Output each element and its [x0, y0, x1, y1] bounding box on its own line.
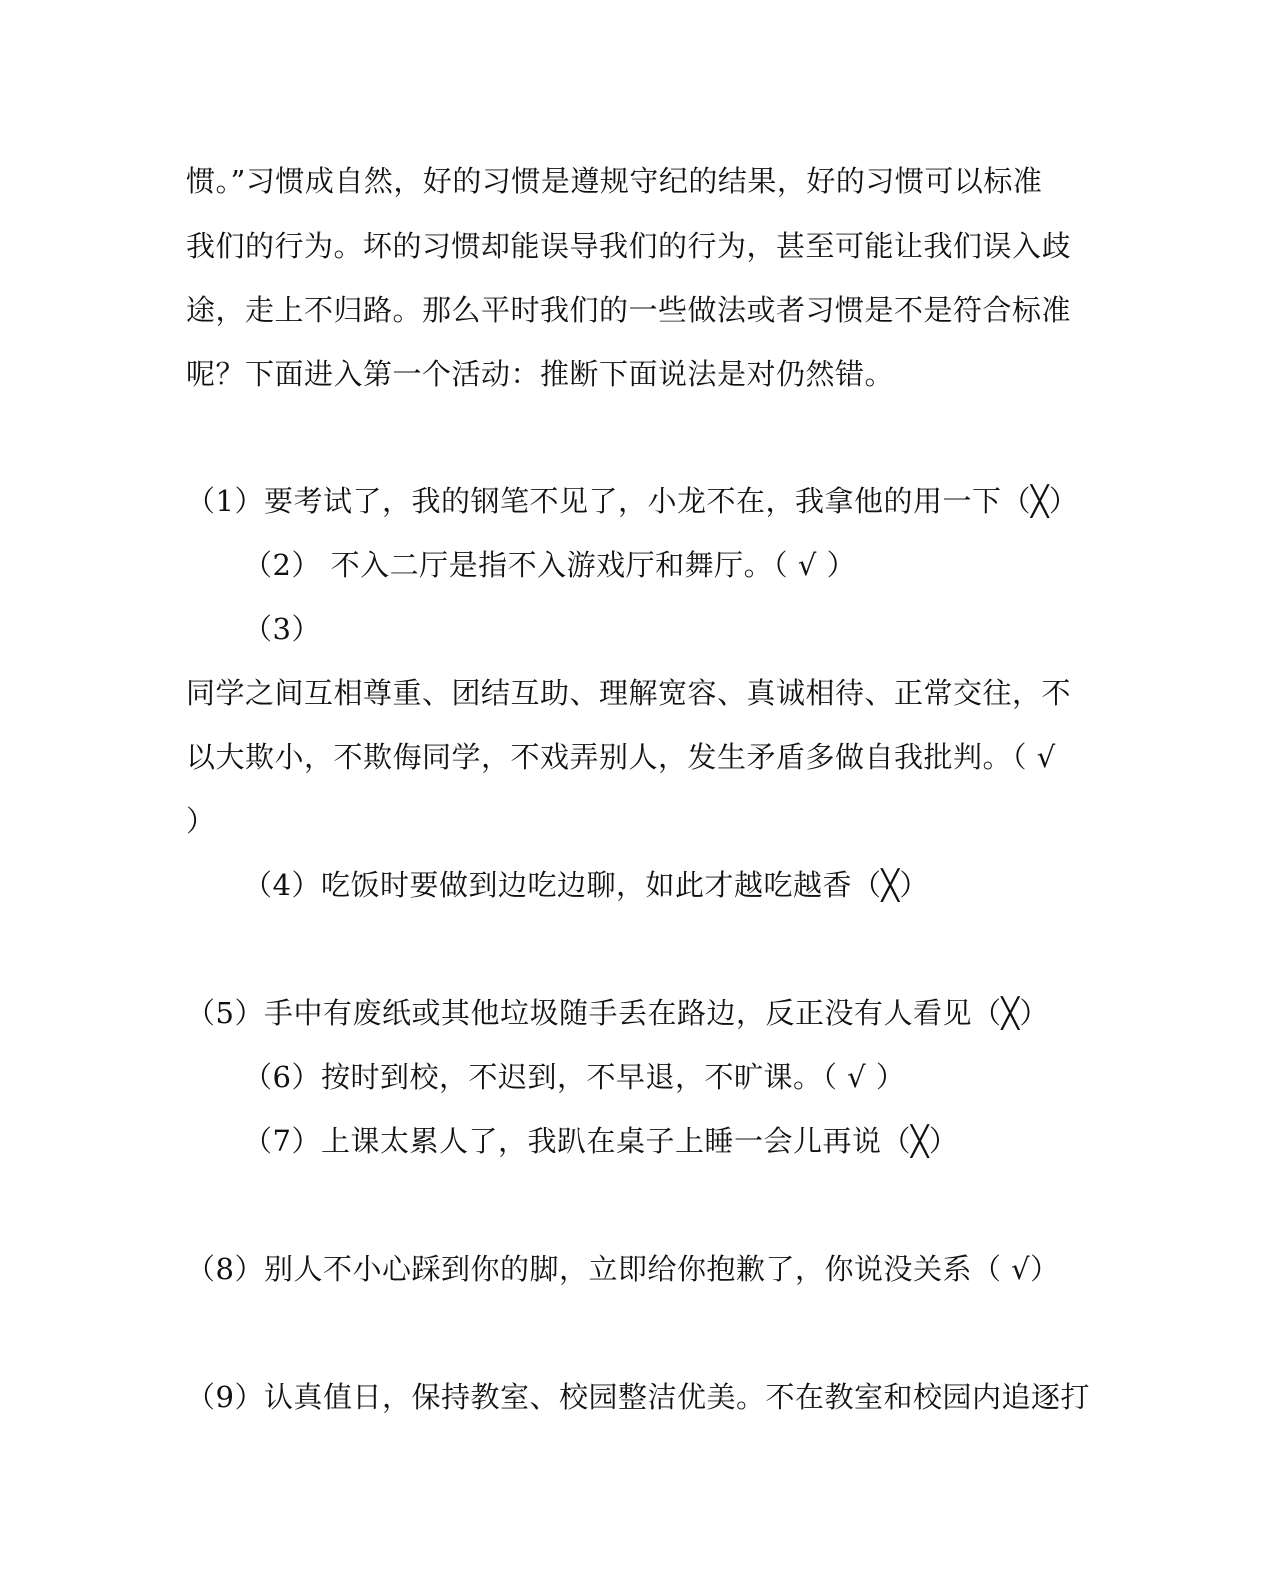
item-2: （2） 不入二厅是指不入游戏厅和舞厅。（ √ ）	[243, 548, 857, 582]
intro-line-3: 途，走上不归路。那么平时我们的一些做法或者习惯是不是符合标准	[186, 293, 1072, 327]
intro-line-1: 惯。”习惯成自然，好的习惯是遵规守纪的结果，好的习惯可以标准	[186, 164, 1043, 198]
item-3-number: （3）	[243, 612, 321, 646]
item-5: （5）手中有废纸或其他垃圾随手丢在路边，反正没有人看见（╳）	[186, 996, 1049, 1030]
item-3-line-3: ）	[186, 804, 216, 838]
item-3-line-1: 同学之间互相尊重、团结互助、理解宽容、真诚相待、正常交往，不	[186, 676, 1072, 710]
item-6: （6）按时到校，不迟到，不早退，不旷课。（ √ ）	[243, 1060, 906, 1094]
item-9: （9）认真值日，保持教室、校园整洁优美。不在教室和校园内追逐打	[186, 1380, 1090, 1414]
item-4: （4）吃饭时要做到边吃边聊，如此才越吃越香（╳）	[243, 868, 929, 902]
item-1: （1）要考试了，我的钢笔不见了，小龙不在，我拿他的用一下（╳）	[186, 484, 1079, 518]
item-7: （7）上课太累人了，我趴在桌子上睡一会儿再说（╳）	[243, 1124, 959, 1158]
item-8: （8）别人不小心踩到你的脚，立即给你抱歉了，你说没关系（ √）	[186, 1252, 1060, 1286]
intro-line-2: 我们的行为。坏的习惯却能误导我们的行为，甚至可能让我们误入歧	[186, 229, 1072, 263]
intro-line-4: 呢？下面进入第一个活动：推断下面说法是对仍然错。	[186, 357, 895, 391]
item-3-line-2: 以大欺小，不欺侮同学，不戏弄别人，发生矛盾多做自我批判。（ √	[186, 740, 1056, 774]
